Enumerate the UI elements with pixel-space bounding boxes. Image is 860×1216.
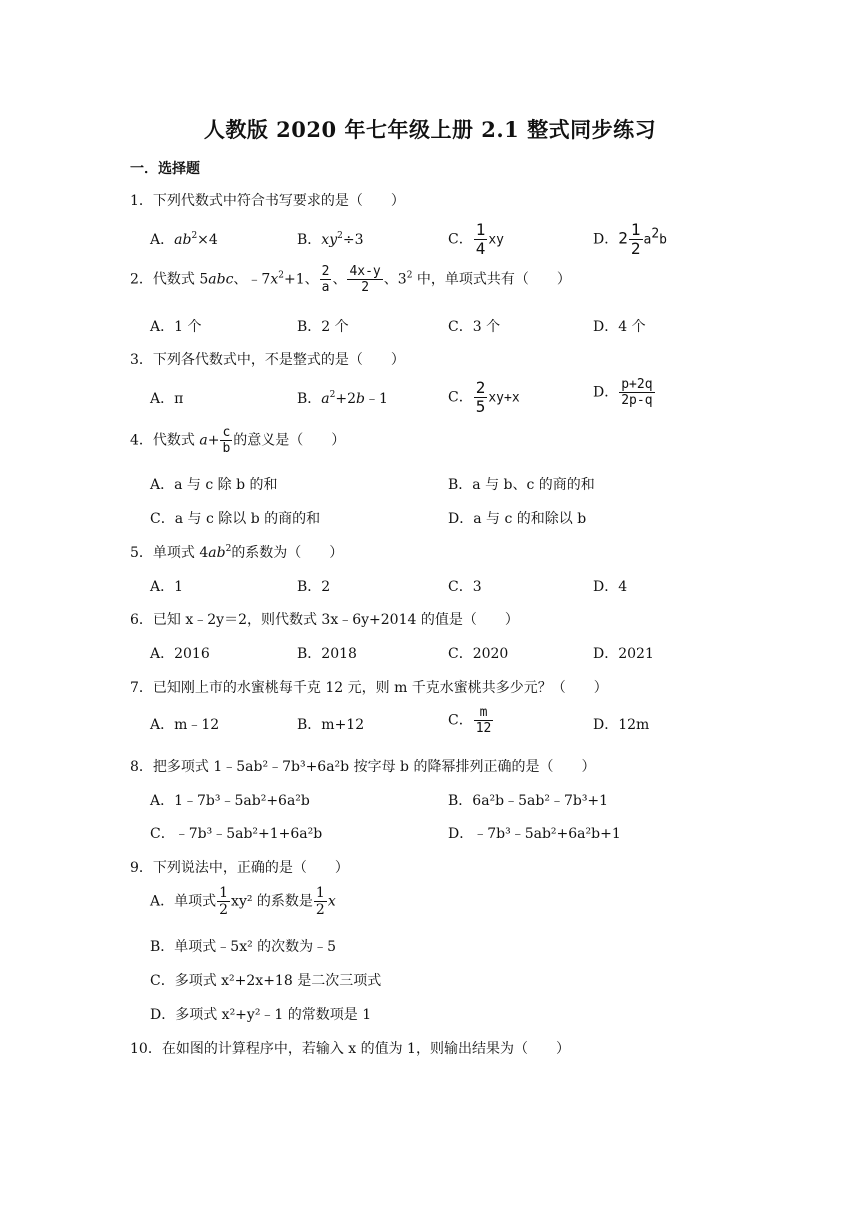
question-7-stem: 7．已知刚上市的水蜜桃每千克 12 元，则 m 千克水蜜桃共多少元？（ ） — [130, 680, 608, 696]
q4-option-b: B．a 与 b、c 的商的和 — [448, 477, 595, 493]
q5-option-b: B．2 — [297, 579, 331, 595]
question-5-stem: 5．单项式 $4ab^2$的系数为（ ） — [130, 544, 344, 561]
q9-option-d: D．多项式 x²+y²﹣1 的常数项是 1 — [150, 1007, 372, 1023]
q2-option-a: A．1 个 — [150, 319, 202, 335]
page-title: 人教版 2020 年七年级上册 2.1 整式同步练习 — [203, 117, 657, 142]
q4-option-d: D．a 与 c 的和除以 b — [448, 511, 587, 527]
q9-option-c: C．多项式 x²+2x+18 是二次三项式 — [150, 973, 382, 989]
q3-option-d: D． $\frac{p+2q}{2p-q}$ — [593, 377, 653, 408]
q1-option-b: B．$xy^2\div 3$ — [297, 231, 364, 248]
q4-option-c: C．a 与 c 除以 b 的商的和 — [150, 511, 321, 527]
question-10-stem: 10．在如图的计算程序中，若输入 x 的值为 1，则输出结果为（ ） — [130, 1041, 570, 1057]
q8-option-d: D．﹣7b³﹣5ab²+6a²b+1 — [448, 826, 621, 842]
q8-option-c: C．﹣7b³﹣5ab²+1+6a²b — [150, 826, 323, 842]
q1-option-d: D．2 $\frac{1}{2}$ $a^2b$ — [593, 220, 667, 258]
q6-option-c: C．2020 — [448, 646, 509, 662]
q5-option-a: A．1 — [150, 579, 184, 595]
q7-option-d: D．12m — [593, 717, 650, 733]
q9-option-a: A．单项式 $\frac{1}{2}$ xy² 的系数是 $\frac{1}{2}$ x — [150, 885, 336, 918]
question-8-stem: 8．把多项式 1﹣5ab²﹣7b³+6a²b 按字母 b 的降幂排列正确的是（ ） — [130, 759, 596, 775]
question-1-stem: 1．下列代数式中符合书写要求的是（ ） — [130, 193, 405, 209]
q9-option-b: B．单项式﹣5x² 的次数为﹣5 — [150, 939, 337, 955]
q5-option-d: D．4 — [593, 579, 628, 595]
q3-option-a: A．π — [150, 391, 184, 407]
q3-option-b: B．$a^2+2b﹣1$ — [297, 390, 388, 407]
q3-option-c: C． $\frac{2}{5}$ xy+x — [448, 378, 520, 416]
question-4-stem: 4．代数式 a+ $\frac{c}{b}$ 的意义是（ ） — [130, 425, 346, 456]
q2-option-d: D．4 个 — [593, 319, 646, 335]
q6-option-d: D．2021 — [593, 646, 654, 662]
question-9-stem: 9．下列说法中，正确的是（ ） — [130, 860, 349, 876]
q6-option-a: A．2016 — [150, 646, 210, 662]
section-heading: 一．选择题 — [130, 161, 200, 177]
q6-option-b: B．2018 — [297, 646, 357, 662]
question-2-stem: 2．代数式 5abc、$﹣7x^2+1$、 $\frac{2}{a}$ 、 $\frac{4x-y}{2}$ 、$3^2$ 中，单项式共有（ ） — [130, 264, 571, 295]
q7-option-a: A．m﹣12 — [150, 717, 220, 733]
q1-option-c: C． $\frac{1}{4}$ xy — [448, 220, 505, 258]
question-6-stem: 6．已知 x﹣2y＝2，则代数式 3x﹣6y+2014 的值是（ ） — [130, 612, 519, 628]
q8-option-a: A．1﹣7b³﹣5ab²+6a²b — [150, 793, 310, 809]
q7-option-c: C． $\frac{m}{12}$ — [448, 705, 492, 736]
q7-option-b: B．m+12 — [297, 717, 365, 733]
q8-option-b: B．6a²b﹣5ab²﹣7b³+1 — [448, 793, 609, 809]
q5-option-c: C．3 — [448, 579, 482, 595]
q2-option-c: C．3 个 — [448, 319, 501, 335]
q2-option-b: B．2 个 — [297, 319, 349, 335]
question-3-stem: 3．下列各代数式中，不是整式的是（ ） — [130, 352, 405, 368]
q4-option-a: A．a 与 c 除 b 的和 — [150, 477, 278, 493]
q1-option-a: A．$ab^2\times 4$ — [150, 231, 218, 248]
